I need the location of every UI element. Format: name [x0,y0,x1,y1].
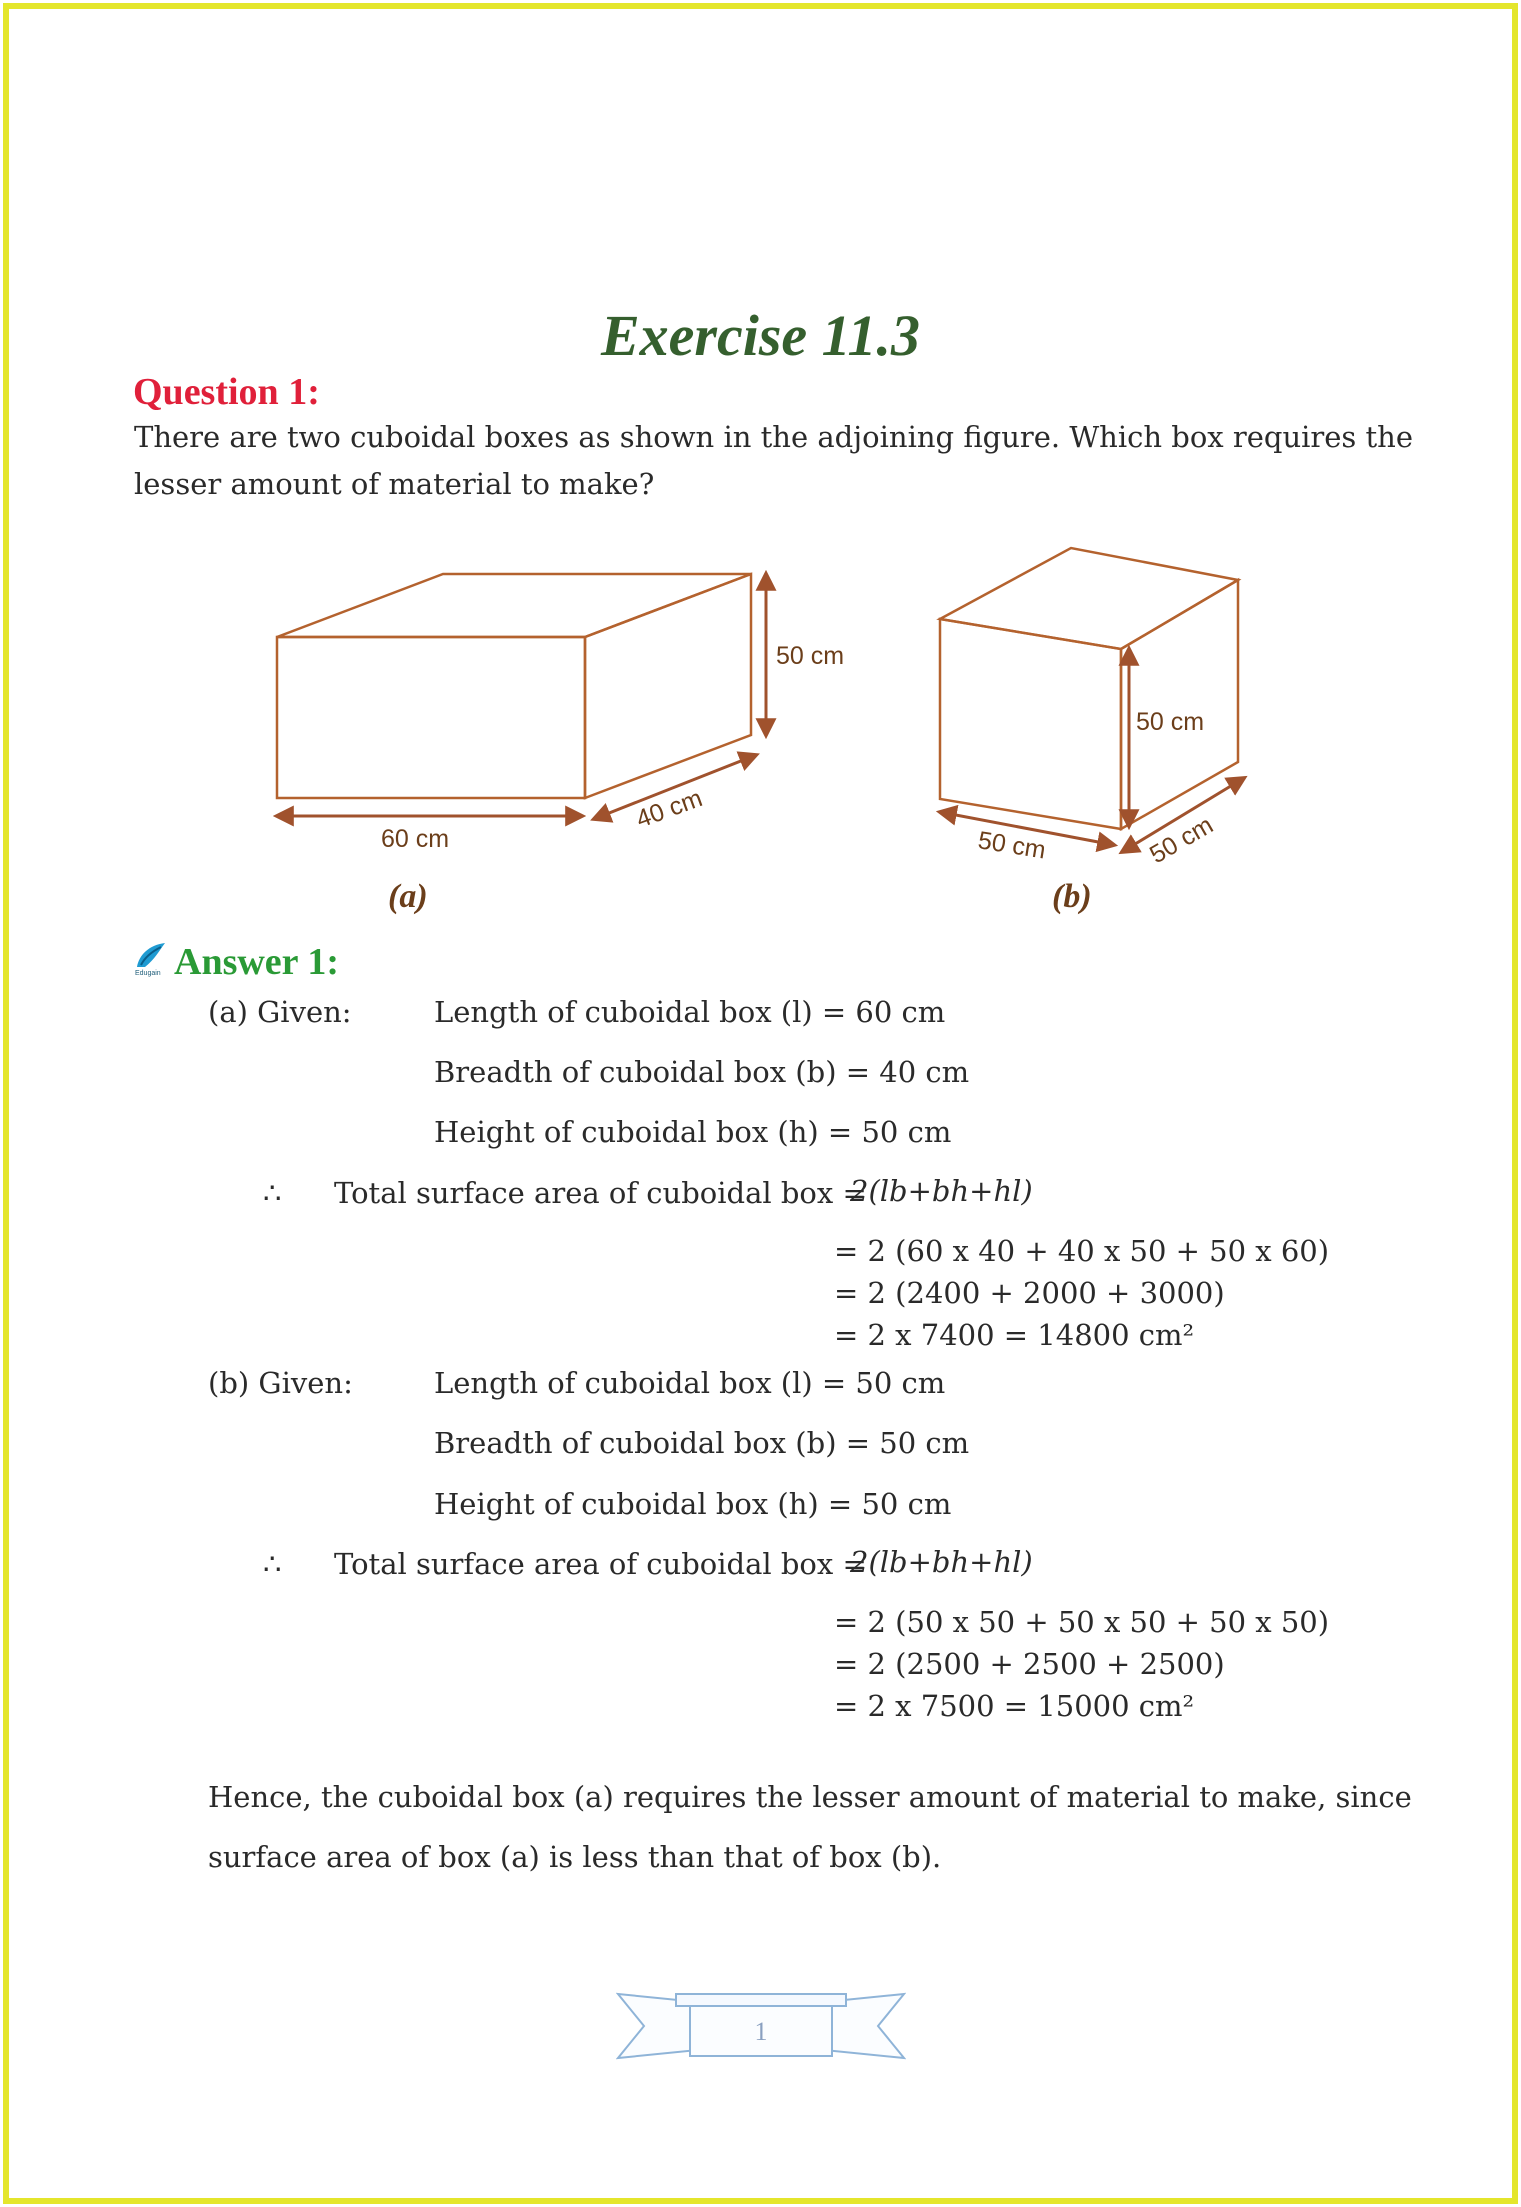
part-a-breadth-row: Breadth of cuboidal box (b) = 40 cm [434,1055,970,1089]
part-b-breadth-row: Breadth of cuboidal box (b) = 50 cm [434,1426,970,1460]
svg-text:Edugain: Edugain [135,970,161,977]
page-number-ribbon [616,1990,906,2070]
question-text-line-1: There are two cuboidal boxes as shown in the adjoining figure. Which box requires the [134,420,1414,454]
cuboid-a-length-label: 60 cm [381,825,450,853]
part-b-tsa-formula: 2(lb+bh+hl) [850,1545,1033,1579]
conclusion-line-1: Hence, the cuboidal box (a) requires the lesser amount of material to make, since [208,1780,1412,1814]
cuboid-a [277,574,751,798]
part-a-given-label: (a) Given: [208,995,352,1029]
cuboid-b-caption: (b) [1052,878,1092,915]
part-b-therefore-symbol: ∴ [263,1547,282,1581]
part-a-step-1: = 2 (60 x 40 + 40 x 50 + 50 x 60) [834,1234,1330,1268]
cuboid-b [940,548,1238,829]
edugain-logo-icon [133,941,169,977]
part-b-step-2: = 2 (2500 + 2500 + 2500) [834,1647,1225,1681]
part-a-height-row: Height of cuboidal box (h) = 50 cm [434,1115,952,1149]
part-a-length-row: Length of cuboidal box (l) = 60 cm [434,995,946,1029]
page-number: 1 [754,2017,768,2046]
cuboid-figure [0,530,1521,950]
cuboid-b-length-label: 50 cm [976,826,1048,865]
cuboid-b-height-label: 50 cm [1136,708,1205,736]
part-b-tsa-label: Total surface area of cuboidal box = [334,1547,867,1581]
part-a-therefore-symbol: ∴ [263,1176,282,1210]
cuboid-a-caption: (a) [388,878,428,915]
part-b-step-3: = 2 x 7500 = 15000 cm² [834,1689,1195,1723]
question-heading: Question 1: [133,371,320,413]
page-title: Exercise 11.3 [601,303,920,368]
part-a-step-3: = 2 x 7400 = 14800 cm² [834,1318,1195,1352]
cuboid-a-breadth-label: 40 cm [632,784,707,834]
part-b-height-row: Height of cuboidal box (h) = 50 cm [434,1487,952,1521]
part-a-tsa-label: Total surface area of cuboidal box = [334,1176,867,1210]
answer-heading: Answer 1: [174,941,340,983]
part-b-given-label: (b) Given: [208,1366,353,1400]
part-b-length-row: Length of cuboidal box (l) = 50 cm [434,1366,946,1400]
part-a-step-2: = 2 (2400 + 2000 + 3000) [834,1276,1225,1310]
cuboid-a-height-label: 50 cm [776,642,845,670]
cuboid-b-breadth-label: 50 cm [1145,810,1218,870]
conclusion-line-2: surface area of box (a) is less than that of box (b). [208,1840,942,1874]
question-text-line-2: lesser amount of material to make? [134,467,655,501]
part-b-step-1: = 2 (50 x 50 + 50 x 50 + 50 x 50) [834,1605,1330,1639]
part-a-tsa-formula: 2(lb+bh+hl) [850,1174,1033,1208]
